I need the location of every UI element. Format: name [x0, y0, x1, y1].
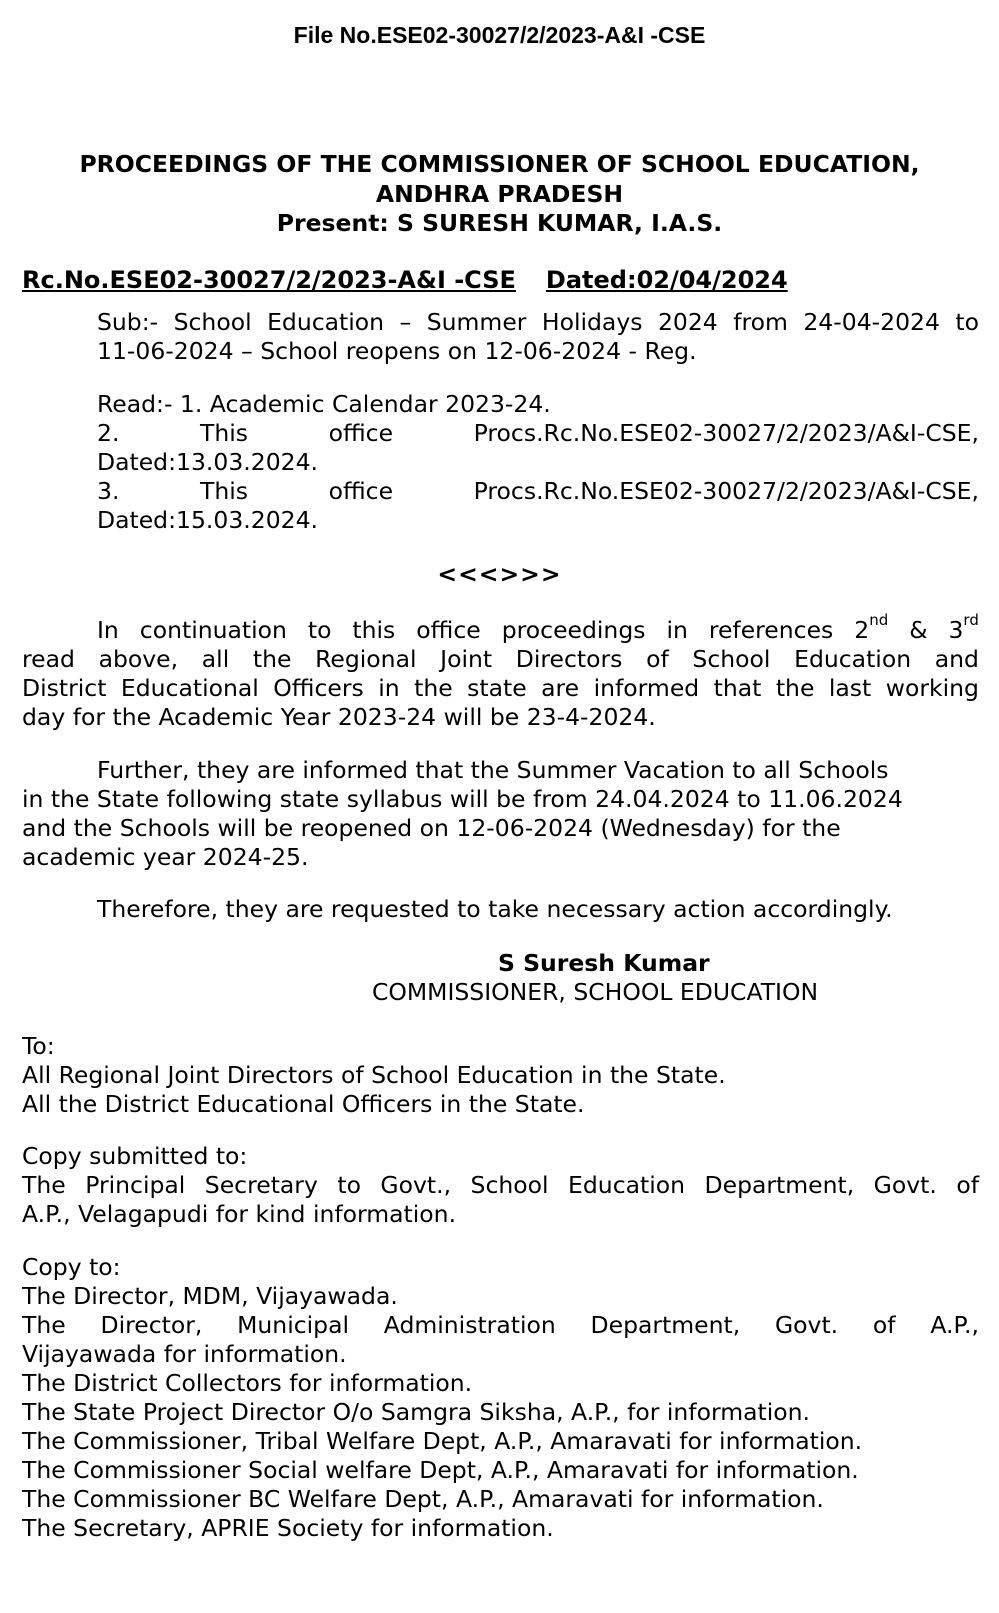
copy-to-item: The State Project Director O/o Samgra Siksha, A.P., for information.	[22, 1398, 810, 1426]
word: that	[713, 674, 762, 702]
reference-line	[22, 265, 982, 295]
word: informed	[593, 674, 700, 702]
para2-line-3: and the Schools will be reopened on 12-06-2024 (Wednesday) for the	[22, 814, 841, 842]
word: Education	[794, 645, 912, 673]
word: Regional	[315, 645, 417, 673]
word: Education	[267, 308, 385, 336]
word: are	[541, 674, 580, 702]
word: Procs.Rc.No.ESE02-30027/2/2023/A&I-CSE,	[473, 477, 979, 505]
word: all	[201, 645, 230, 673]
read-ref-2	[97, 419, 979, 448]
word: proceedings	[501, 616, 646, 644]
word: office	[328, 419, 394, 447]
word: Educational	[120, 674, 259, 702]
word: to	[337, 1171, 361, 1199]
word: the	[252, 645, 292, 673]
para1-line-1	[22, 611, 979, 645]
copy-to-item	[22, 1311, 979, 1340]
word: Holidays	[541, 308, 643, 336]
word: School	[173, 308, 252, 336]
para2-line-2: in the State following state syllabus will be from 24.04.2024 to 11.06.2024	[22, 785, 903, 813]
word: of	[872, 1311, 896, 1339]
copy-to-item: The Secretary, APRIE Society for information.	[22, 1514, 554, 1542]
ref-2nd	[854, 611, 889, 645]
separator: <<<>>>	[437, 560, 562, 588]
word: District	[22, 674, 107, 702]
copy-submitted-line-2: A.P., Velagapudi for kind information.	[22, 1200, 457, 1228]
word: Procs.Rc.No.ESE02-30027/2/2023/A&I-CSE,	[473, 419, 979, 447]
copy-to-item: The Commissioner Social welfare Dept, A.P., Amaravati for information.	[22, 1456, 859, 1484]
ref-3rd	[948, 611, 979, 645]
word: from	[733, 308, 788, 336]
para2-line-4: academic year 2024-25.	[22, 843, 309, 871]
word: 3.	[97, 477, 120, 505]
word: to	[955, 308, 979, 336]
read-block	[97, 390, 979, 535]
paragraph-3	[22, 895, 979, 924]
paragraph-1	[22, 611, 979, 732]
word: of	[956, 1171, 979, 1199]
word: in	[378, 674, 400, 702]
word: This	[199, 419, 249, 447]
para1-line-3	[22, 674, 979, 703]
rc-dated: Dated:02/04/2024	[545, 266, 788, 294]
heading-line-1: PROCEEDINGS OF THE COMMISSIONER OF SCHOOL EDUCATION,	[79, 150, 920, 178]
copy-to-item-continuation: Vijayawada for information.	[22, 1340, 347, 1368]
para1-line-4: day for the Academic Year 2023-24 will be 23-4-2024.	[22, 703, 656, 731]
word: In	[97, 616, 119, 644]
word: this	[352, 616, 396, 644]
word: The	[22, 1311, 66, 1339]
read-ref-2-date: Dated:13.03.2024.	[97, 448, 319, 476]
word: of	[646, 645, 669, 673]
copy-submitted-line-1	[22, 1171, 979, 1200]
copy-submitted-block	[22, 1142, 979, 1229]
subject-line-2: 11-06-2024 – School reopens on 12-06-2024 - Reg.	[97, 337, 697, 365]
word: Administration	[383, 1311, 556, 1339]
word: office	[416, 616, 481, 644]
copy-to-item: The Commissioner, Tribal Welfare Dept, A.P., Amaravati for information.	[22, 1427, 863, 1455]
word: &	[909, 616, 928, 644]
word: Officers	[273, 674, 364, 702]
to-label: To:	[22, 1032, 55, 1060]
word: read	[22, 645, 75, 673]
word: Govt.	[774, 1311, 839, 1339]
para3-line: Therefore, they are requested to take necessary action accordingly.	[97, 895, 893, 923]
para2-line-1: Further, they are informed that the Summer Vacation to all Schools	[97, 756, 889, 784]
ref-suffix: nd	[869, 611, 889, 630]
word: office	[328, 477, 394, 505]
heading-line-3: Present: S SURESH KUMAR, I.A.S.	[276, 209, 723, 237]
copy-to-item: The Commissioner BC Welfare Dept, A.P., Amaravati for information.	[22, 1485, 824, 1513]
word: to	[307, 616, 332, 644]
word: School	[470, 1171, 549, 1199]
word: 2.	[97, 419, 120, 447]
word: 24-04-2024	[803, 308, 940, 336]
proceedings-heading	[0, 150, 999, 239]
word: The	[22, 1171, 66, 1199]
word: 2024	[657, 308, 718, 336]
ref-number: 2	[854, 616, 870, 644]
subject-line-1	[97, 308, 979, 337]
word: state	[467, 674, 527, 702]
word: Department,	[704, 1171, 855, 1199]
ref-suffix: rd	[963, 611, 979, 630]
word: Joint	[440, 645, 493, 673]
copy-to-block	[22, 1253, 979, 1543]
word: working	[885, 674, 979, 702]
read-ref-3	[97, 477, 979, 506]
word: –	[399, 308, 412, 336]
word: Director,	[100, 1311, 203, 1339]
word: the	[414, 674, 453, 702]
word: Summer	[426, 308, 527, 336]
word: references	[708, 616, 834, 644]
subject-block	[97, 308, 979, 366]
word: Govt.	[873, 1171, 937, 1199]
copy-to-item: The Director, MDM, Vijayawada.	[22, 1282, 398, 1310]
word: Secretary	[204, 1171, 318, 1199]
paragraph-2	[22, 756, 979, 872]
file-number: File No.ESE02-30027/2/2023-A&I -CSE	[293, 22, 706, 48]
word: Education	[568, 1171, 686, 1199]
word: above,	[98, 645, 179, 673]
copy-to-item: The District Collectors for information.	[22, 1369, 473, 1397]
copy-submitted-label: Copy submitted to:	[22, 1142, 248, 1170]
ref-number: 3	[948, 616, 964, 644]
word: School	[692, 645, 771, 673]
signatory-title: COMMISSIONER, SCHOOL EDUCATION	[372, 978, 819, 1006]
word: Directors	[515, 645, 623, 673]
read-ref-3-date: Dated:15.03.2024.	[97, 506, 319, 534]
heading-line-2: ANDHRA PRADESH	[375, 179, 624, 208]
word: Govt.,	[380, 1171, 452, 1199]
to-item: All the District Educational Officers in the State.	[22, 1090, 585, 1118]
word: the	[775, 674, 815, 702]
to-item: All Regional Joint Directors of School Education in the State.	[22, 1061, 726, 1089]
signatory-name: S Suresh Kumar	[498, 949, 710, 977]
word: Municipal	[237, 1311, 350, 1339]
to-block	[22, 1032, 979, 1119]
word: last	[828, 674, 872, 702]
word: Department,	[590, 1311, 741, 1339]
word: Principal	[85, 1171, 186, 1199]
word: continuation	[139, 616, 287, 644]
para1-line-2	[22, 645, 979, 674]
word: in	[666, 616, 688, 644]
copy-to-label: Copy to:	[22, 1253, 121, 1281]
word: A.P.,	[930, 1311, 979, 1339]
rc-number: Rc.No.ESE02-30027/2/2023-A&I -CSE	[22, 266, 516, 294]
read-line-1: Read:- 1. Academic Calendar 2023-24.	[97, 390, 551, 418]
word: Sub:-	[97, 308, 159, 336]
word: This	[199, 477, 249, 505]
word: and	[934, 645, 979, 673]
